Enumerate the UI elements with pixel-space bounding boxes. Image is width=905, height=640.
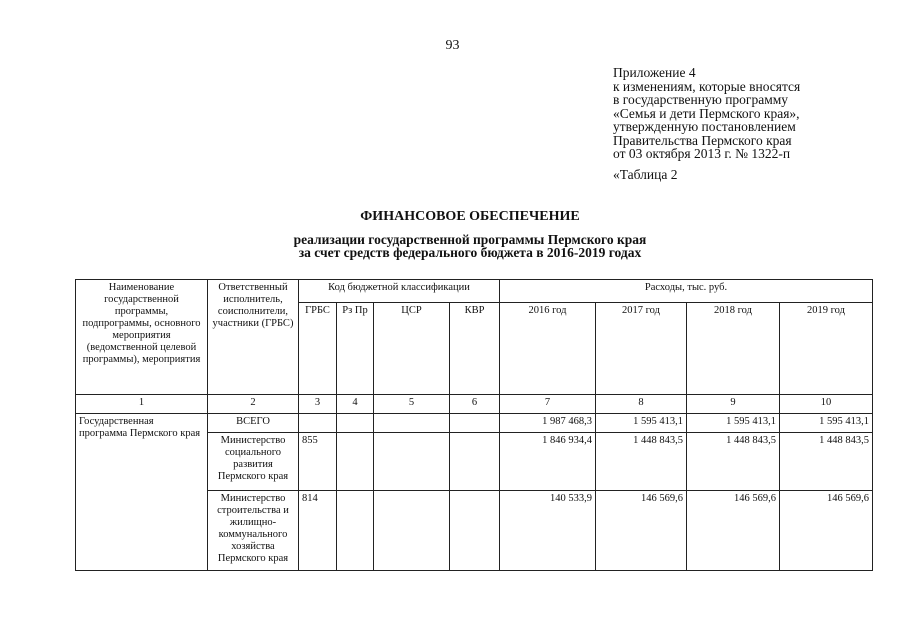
financing-table bbox=[75, 279, 873, 571]
column-number: 3 bbox=[299, 395, 337, 414]
column-number: 2 bbox=[208, 395, 299, 414]
program-name: Государственная программа Пермского края bbox=[76, 414, 208, 571]
kvr-cell bbox=[450, 491, 500, 571]
amount-2019-cell: 1 595 413,1 bbox=[780, 414, 873, 433]
header-year-2018: 2018 год bbox=[687, 303, 780, 395]
executor-cell: Министерство строительства и жилищно-коммунального хозяйства Пермского края bbox=[208, 491, 299, 571]
csr-cell bbox=[374, 433, 450, 491]
rz-pr-cell bbox=[337, 414, 374, 433]
header-budget-code: Код бюджетной классификации bbox=[299, 280, 500, 303]
amount-2017-cell: 1 595 413,1 bbox=[596, 414, 687, 433]
appendix-line: от 03 октября 2013 г. № 1322-п bbox=[613, 146, 791, 161]
page-number: 93 bbox=[445, 38, 460, 53]
column-number: 9 bbox=[687, 395, 780, 414]
amount-2017-cell: 146 569,6 bbox=[596, 491, 687, 571]
header-year-2017: 2017 год bbox=[596, 303, 687, 395]
header-expenses: Расходы, тыс. руб. bbox=[500, 280, 873, 303]
header-kvr: КВР bbox=[450, 303, 500, 395]
rz-pr-cell bbox=[337, 433, 374, 491]
appendix-line: Приложение 4 bbox=[613, 65, 696, 80]
column-number: 1 bbox=[76, 395, 208, 414]
table-reference: «Таблица 2 bbox=[613, 167, 678, 182]
header-rz-pr: Рз Пр bbox=[337, 303, 374, 395]
kvr-cell bbox=[450, 414, 500, 433]
subtitle-line-2: за счет средств федерального бюджета в 2016-2019 годах bbox=[298, 245, 642, 260]
csr-cell bbox=[374, 491, 450, 571]
appendix-line: в государственную программу bbox=[613, 92, 789, 107]
column-number: 6 bbox=[450, 395, 500, 414]
appendix-block bbox=[613, 66, 873, 161]
amount-2018-cell: 1 595 413,1 bbox=[687, 414, 780, 433]
rz-pr-cell bbox=[337, 491, 374, 571]
document-subtitle bbox=[0, 233, 905, 259]
column-number: 4 bbox=[337, 395, 374, 414]
column-number: 5 bbox=[374, 395, 450, 414]
header-name: Наименование государственной программы, подпрограммы, основного мероприятия (ведомственной целевой программы), мероприятия bbox=[76, 280, 208, 395]
column-number: 10 bbox=[780, 395, 873, 414]
appendix-line: Правительства Пермского края bbox=[613, 132, 792, 148]
column-number-row bbox=[76, 395, 873, 414]
amount-2016-cell: 1 987 468,3 bbox=[500, 414, 596, 433]
column-number: 7 bbox=[500, 395, 596, 414]
amount-2016-cell: 1 846 934,4 bbox=[500, 433, 596, 491]
amount-2018-cell: 146 569,6 bbox=[687, 491, 780, 571]
header-grbs: ГРБС bbox=[299, 303, 337, 395]
column-number: 8 bbox=[596, 395, 687, 414]
table-row bbox=[76, 414, 873, 433]
grbs-cell: 814 bbox=[299, 491, 337, 571]
header-year-2019: 2019 год bbox=[780, 303, 873, 395]
header-csr: ЦСР bbox=[374, 303, 450, 395]
executor-cell: ВСЕГО bbox=[208, 414, 299, 433]
amount-2019-cell: 146 569,6 bbox=[780, 491, 873, 571]
executor-cell: Министерство социального развития Пермского края bbox=[208, 433, 299, 491]
kvr-cell bbox=[450, 433, 500, 491]
csr-cell bbox=[374, 414, 450, 433]
appendix-line: утвержденную постановлением bbox=[613, 119, 796, 134]
document-title: ФИНАНСОВОЕ ОБЕСПЕЧЕНИЕ bbox=[360, 209, 580, 224]
appendix-line: к изменениям, которые вносятся bbox=[613, 78, 801, 94]
amount-2019-cell: 1 448 843,5 bbox=[780, 433, 873, 491]
header-year-2016: 2016 год bbox=[500, 303, 596, 395]
appendix-line: «Семья и дети Пермского края», bbox=[613, 105, 800, 121]
header-executor: Ответственный исполнитель, соисполнители, участники (ГРБС) bbox=[208, 280, 299, 395]
amount-2017-cell: 1 448 843,5 bbox=[596, 433, 687, 491]
amount-2018-cell: 1 448 843,5 bbox=[687, 433, 780, 491]
subtitle-line-1: реализации государственной программы Пермского края bbox=[293, 232, 647, 247]
amount-2016-cell: 140 533,9 bbox=[500, 491, 596, 571]
grbs-cell: 855 bbox=[299, 433, 337, 491]
grbs-cell bbox=[299, 414, 337, 433]
